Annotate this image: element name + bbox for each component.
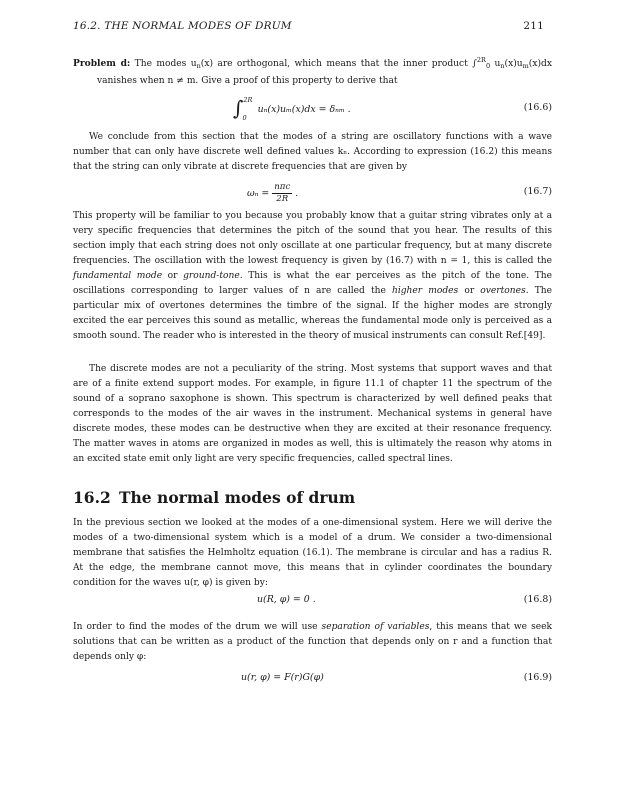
- equation-16-8: u(R, φ) = 0 . (16.8): [257, 594, 552, 605]
- equation-16-6: ∫$^{2R}_0$ uₙ(x)uₘ(x)dx = δₙₘ . (16.6): [233, 96, 552, 122]
- equation-number: (16.6): [523, 102, 552, 113]
- fraction: $\frac{\text{nπc}}{2R}$: [274, 182, 291, 204]
- problem-d: Problem d: The modes $u_n(x)$ are orthogonal, which means that the inner product ∫$^{2R}_0$ $u_n(x)u_m(x)dx$ vanishes when n ≠ m. Give a proof of this property to derive that: [73, 56, 552, 86]
- problem-label: Problem d:: [73, 58, 131, 69]
- paragraph-separation-of-variables: In order to find the modes of the drum we will use separation of variables, this means that we seek solutions that can be written as a product of the function that depends only on r and a function that depends only φ:: [73, 622, 553, 662]
- running-title: 16.2. THE NORMAL MODES OF DRUM: [73, 20, 292, 32]
- paragraph-modes-of-string: We conclude from this section that the modes of a string are oscillatory functions with a wave number that can only have discrete well defined values kₙ. According to expression (16.2) this means that the string can only vibrate at discrete frequencies that are given by: [73, 132, 552, 172]
- running-header: [73, 20, 544, 36]
- page-number: 211: [523, 20, 544, 32]
- equation-number: (16.8): [523, 594, 552, 605]
- section-title: The normal modes of drum: [119, 488, 356, 507]
- equation-number: (16.7): [523, 186, 552, 197]
- paragraph-guitar-string: This property will be familiar to you because you probably know that a guitar string vibrates only at a very specific frequencies that determines the pitch of the sound that you hear. The results of this section imply that each string does not only oscillate at one particular frequency, but at many discrete frequencies. The oscillation with the lowest frequency is given by (16.7) with n = 1, this is called the fundamental mode or ground-tone. This is what the ear perceives as the pitch of the tone. The oscillations corresponding to larger values of n are called the higher modes or overtones. The particular mix of overtones determines the timbre of the signal. If the higher modes are strongly excited the ear perceives this sound as metallic, whereas the fundamental mode only is perceived as a smooth sound. The reader who is interested in the theory of musical instruments can consult Ref.[49].: [73, 211, 552, 341]
- section-heading: [73, 488, 552, 507]
- equation-16-7: ωₙ = $\frac{\text{nπc}}{2R}$ . (16.7): [247, 182, 552, 204]
- paragraph-discrete-modes: The discrete modes are not a peculiarity of the string. Most systems that support waves and that are of a finite extend support modes. For example, in figure 11.1 of chapter 11 the spectrum of the sound of a soprano saxophone is shown. This spectrum is characterized by well defined peaks that corresponds to the modes of the air waves in the instrument. Mechanical systems in general have discrete modes, these modes can be destructive when they are excited at their resonance frequency. The matter waves in atoms are organized in modes as well, this is ultimately the reason why atoms in an excited state emit only light are very specific frequencies, called spectral lines.: [73, 364, 552, 464]
- section-number: 16.2: [73, 488, 111, 507]
- paragraph-drum-intro: In the previous section we looked at the modes of a one-dimensional system. Here we will derive the modes of a two-dimensional system which is a model of a drum. We consider a two-dimensional membrane that satisfies the Helmholtz equation (16.1). The membrane is circular and has a radius R. At the edge, the membrane cannot move, this means that in cylinder coordinates the boundary condition for the waves u(r, φ) is given by:: [73, 518, 552, 588]
- equation-number: (16.9): [523, 672, 552, 683]
- equation-16-9: u(r, φ) = F(r)G(φ) (16.9): [241, 672, 552, 683]
- integral-sign: ∫: [233, 96, 244, 120]
